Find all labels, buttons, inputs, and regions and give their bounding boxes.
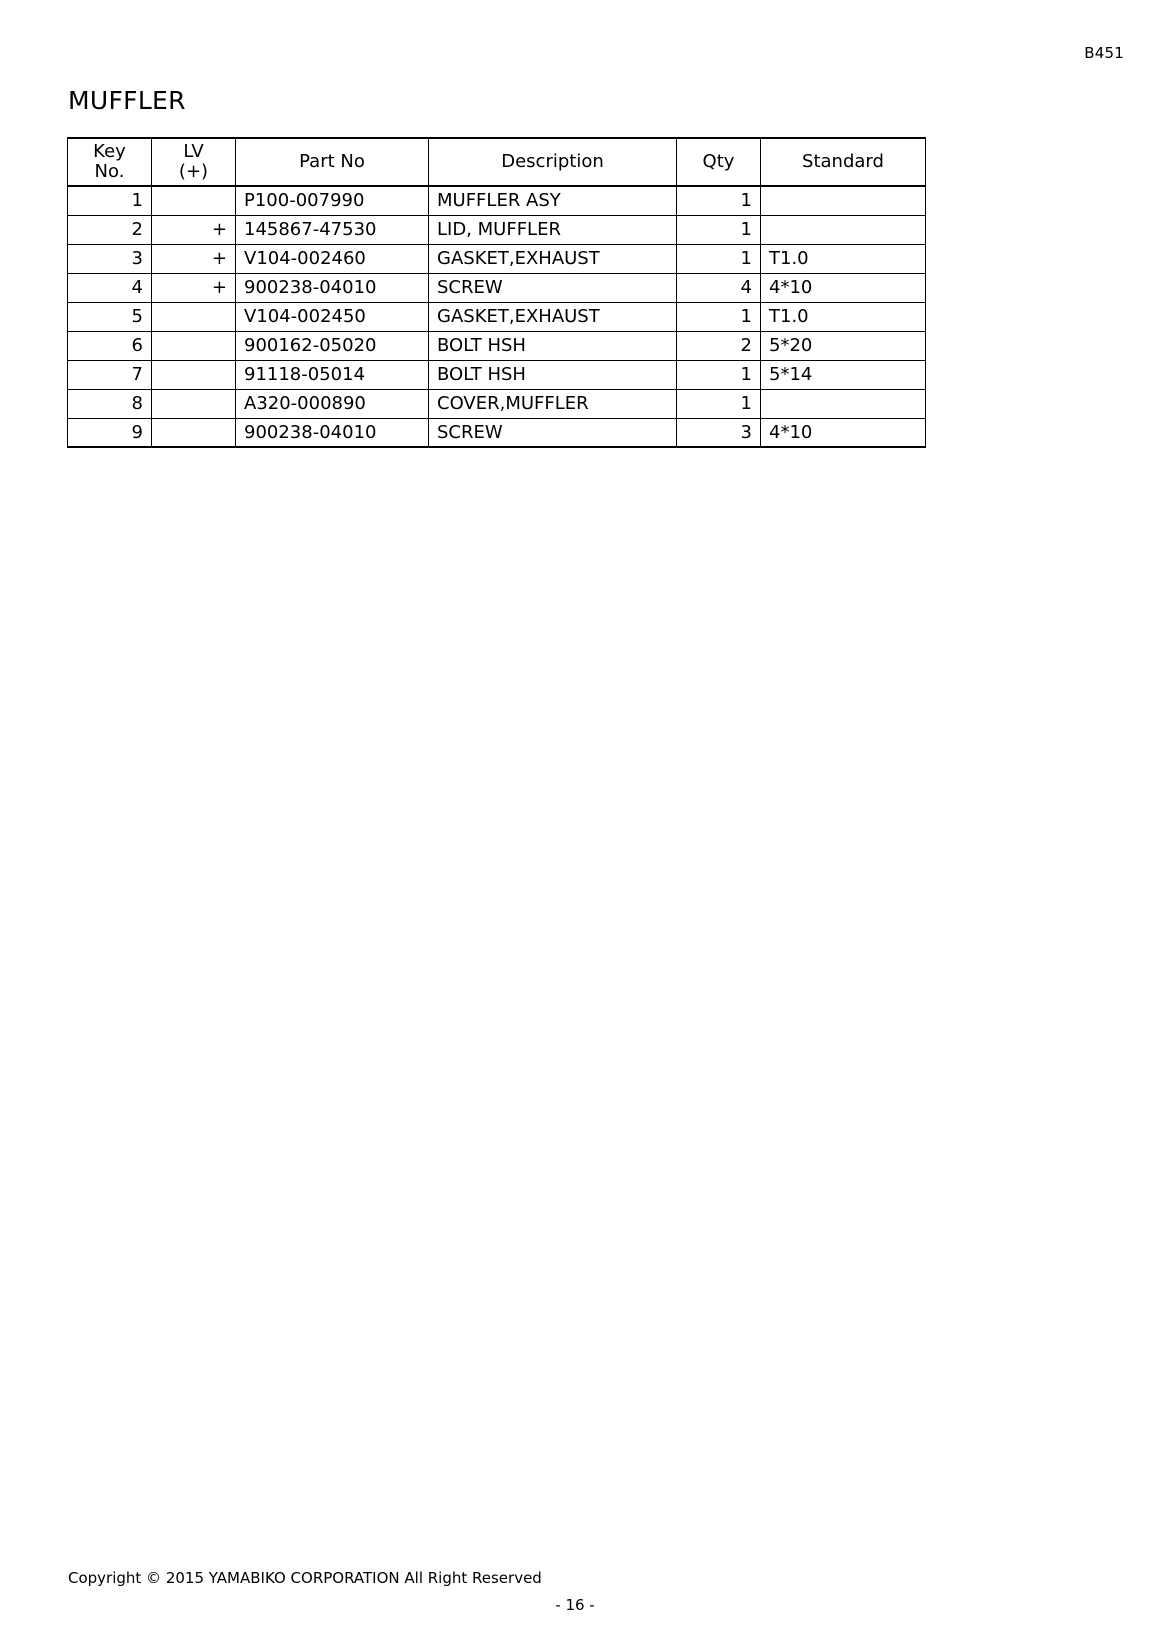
cell-standard: 4*10 <box>761 273 926 302</box>
table-row <box>68 244 926 273</box>
cell-part-no: 900162-05020 <box>236 331 429 360</box>
column-header-description: Description <box>429 138 677 186</box>
cell-lv <box>152 418 236 447</box>
cell-part-no: 91118-05014 <box>236 360 429 389</box>
cell-lv <box>152 331 236 360</box>
table-row <box>68 418 926 447</box>
model-code: B451 <box>1084 44 1124 62</box>
cell-part-no: V104-002450 <box>236 302 429 331</box>
cell-qty: 3 <box>677 418 761 447</box>
cell-key-no: 3 <box>68 244 152 273</box>
cell-standard: T1.0 <box>761 244 926 273</box>
table-row <box>68 186 926 215</box>
cell-lv <box>152 302 236 331</box>
cell-standard <box>761 389 926 418</box>
cell-lv <box>152 186 236 215</box>
column-header-lv <box>152 138 236 186</box>
section-title: MUFFLER <box>68 86 186 115</box>
cell-key-no: 1 <box>68 186 152 215</box>
page-number: - 16 - <box>555 1596 595 1614</box>
table-row <box>68 215 926 244</box>
cell-description: SCREW <box>429 273 677 302</box>
table-row <box>68 389 926 418</box>
column-header-key-no <box>68 138 152 186</box>
column-header-lv-line1: LV <box>183 141 204 162</box>
table-row <box>68 302 926 331</box>
cell-part-no: 145867-47530 <box>236 215 429 244</box>
cell-description: SCREW <box>429 418 677 447</box>
cell-part-no: 900238-04010 <box>236 273 429 302</box>
cell-key-no: 6 <box>68 331 152 360</box>
cell-description: LID, MUFFLER <box>429 215 677 244</box>
copyright-notice: Copyright © 2015 YAMABIKO CORPORATION All Right Reserved <box>68 1569 542 1587</box>
cell-part-no: V104-002460 <box>236 244 429 273</box>
cell-description: GASKET,EXHAUST <box>429 244 677 273</box>
cell-standard: 5*20 <box>761 331 926 360</box>
column-header-standard: Standard <box>761 138 926 186</box>
cell-qty: 2 <box>677 331 761 360</box>
cell-qty: 4 <box>677 273 761 302</box>
cell-lv: + <box>152 273 236 302</box>
cell-standard: 5*14 <box>761 360 926 389</box>
column-header-lv-line2: (+) <box>178 161 209 182</box>
cell-part-no: A320-000890 <box>236 389 429 418</box>
cell-qty: 1 <box>677 186 761 215</box>
cell-qty: 1 <box>677 302 761 331</box>
cell-key-no: 7 <box>68 360 152 389</box>
column-header-qty: Qty <box>677 138 761 186</box>
column-header-part-no: Part No <box>236 138 429 186</box>
cell-description: COVER,MUFFLER <box>429 389 677 418</box>
cell-lv: + <box>152 215 236 244</box>
parts-table <box>67 137 926 448</box>
cell-qty: 1 <box>677 360 761 389</box>
column-header-key-line2: No. <box>94 161 125 182</box>
cell-description: GASKET,EXHAUST <box>429 302 677 331</box>
table-row <box>68 331 926 360</box>
cell-qty: 1 <box>677 215 761 244</box>
cell-key-no: 4 <box>68 273 152 302</box>
cell-standard <box>761 215 926 244</box>
cell-part-no: 900238-04010 <box>236 418 429 447</box>
cell-standard <box>761 186 926 215</box>
table-header-row <box>68 138 926 186</box>
cell-key-no: 9 <box>68 418 152 447</box>
cell-key-no: 8 <box>68 389 152 418</box>
cell-qty: 1 <box>677 389 761 418</box>
table-row <box>68 360 926 389</box>
cell-qty: 1 <box>677 244 761 273</box>
cell-description: BOLT HSH <box>429 331 677 360</box>
cell-key-no: 5 <box>68 302 152 331</box>
table-row <box>68 273 926 302</box>
parts-table-body <box>68 186 926 447</box>
cell-lv <box>152 360 236 389</box>
cell-key-no: 2 <box>68 215 152 244</box>
cell-description: MUFFLER ASY <box>429 186 677 215</box>
column-header-key-line1: Key <box>93 141 126 162</box>
cell-lv <box>152 389 236 418</box>
cell-part-no: P100-007990 <box>236 186 429 215</box>
cell-standard: 4*10 <box>761 418 926 447</box>
cell-standard: T1.0 <box>761 302 926 331</box>
cell-lv: + <box>152 244 236 273</box>
cell-description: BOLT HSH <box>429 360 677 389</box>
